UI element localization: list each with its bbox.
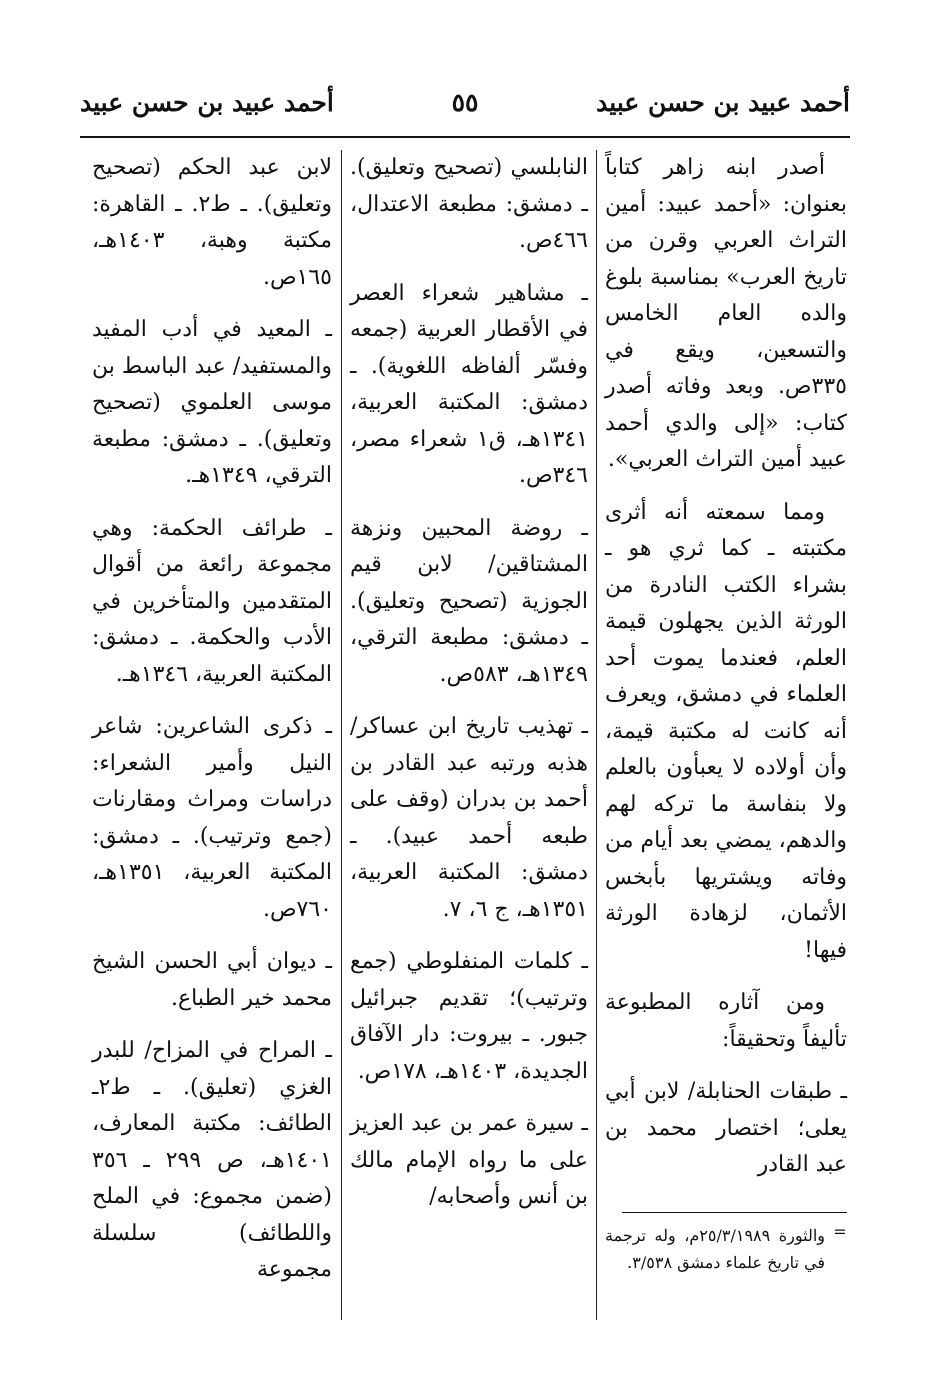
paragraph-works-intro: ومن آثاره المطبوعة تأليفاً وتحقيقاً: — [605, 990, 847, 1052]
column-divider — [341, 150, 342, 1320]
work-entry: ـ طرائف الحكمة: وهي مجموعة رائعة من أقوال المتقدمين والمتأخرين في الأدب والحكمة. ـ دمشق: المكتبة العربية، ١٣٤٦هـ. — [92, 515, 332, 687]
page-number: ٥٥ — [451, 88, 479, 117]
work-entry: ـ سيرة عمر بن عبد العزيز على ما رواه الإمام مالك بن أنس وأصحابه/ — [350, 1111, 588, 1209]
column-divider — [596, 150, 597, 1320]
work-entry: ـ المعيد في أدب المفيد والمستفيد/ عبد الباسط بن موسى العلموي (تصحيح وتعليق). ـ دمشق: مطبعة الترقي، ١٣٤٩هـ. — [92, 317, 332, 488]
header-title-right: أحمد عبيد بن حسن عبيد — [596, 88, 850, 117]
work-entry: لابن عبد الحكم (تصحيح وتعليق). ـ ط٢. ـ القاهرة: مكتبة وهبة، ١٤٠٣هـ، ١٦٥ص. — [92, 155, 332, 290]
work-entry: ـ كلمات المنفلوطي (جمع وترتيب)؛ تقديم جبرائيل جبور. ـ بيروت: دار الآفاق الجديدة، ١٤٠٣هـ، ١٧٨ص. — [350, 949, 588, 1084]
paragraph-son-book: أصدر ابنه زاهر كتاباً بعنوان: «أحمد عبيد: أمين التراث العربي وقرن من تاريخ العرب» بمناسبة بلوغ والده العام الخامس والتسعين، ويقع في ٣٣٥ص. وبعد وفاته أصدر كتاب: «إلى والدي أحمد عبيد أمين التراث العربي». — [605, 155, 847, 472]
right-column — [605, 150, 847, 1200]
work-entry: ـ المراح في المزاح/ للبدر الغزي (تعليق). ـ ط٢ـ الطائف: مكتبة المعارف، ١٤٠١هـ، ص ٢٩٩ ـ ٣٥٦ (ضمن مجموع: في الملح واللطائف) سلسلة مجموعة — [92, 1038, 332, 1282]
header-rule — [80, 136, 850, 138]
work-entry: ـ مشاهير شعراء العصر في الأقطار العربية (جمعه وفسّر ألفاظه اللغوية). ـ دمشق: المكتبة العربية، ١٣٤١هـ، ق١ شعراء مصر، ٣٤٦ص. — [350, 280, 589, 488]
left-column — [92, 150, 332, 1305]
work-entry: ـ روضة المحبين ونزهة المشتاقين/ لابن قيم الجوزية (تصحيح وتعليق). ـ دمشق: مطبعة الترقي، ١٣٤٩هـ، ٥٨٣ص. — [350, 515, 588, 687]
work-entry: النابلسي (تصحيح وتعليق). ـ دمشق: مطبعة الاعتدال، ٤٦٦ص. — [350, 155, 588, 253]
middle-column — [350, 150, 588, 1232]
paragraph-library-anecdote: ومما سمعته أنه أثرى مكتبته ـ كما ثري هو ـ بشراء الكتب النادرة من الورثة الذين يجهلون قيمة العلم، فعندما يموت أحد العلماء في دمشق، ويعرف أنه كانت له مكتبة قيمة، وأن أولاده لا يعبأون بالعلم ولا بنفاسة ما تركه لهم والدهم، يمضي بعد أيام من وفاته ويشتريها بأبخس الأثمان، لزهادة الورثة فيها! — [605, 499, 847, 963]
header-title-left: أحمد عبيد بن حسن عبيد — [80, 88, 334, 117]
work-entry: ـ ذكرى الشاعرين: شاعر النيل وأمير الشعراء: دراسات ومراث ومقارنات (جمع وترتيب). ـ دمشق: المكتبة العربية، ١٣٥١هـ، ٧٦٠ص. — [92, 714, 332, 922]
work-entry: ـ طبقات الحنابلة/ لابن أبي يعلى؛ اختصار محمد بن عبد القادر — [605, 1079, 847, 1177]
work-entry: ـ تهذيب تاريخ ابن عساكر/ هذبه ورتبه عبد القادر بن أحمد بن بدران (وقف على طبعه أحمد عبيد). ـ دمشق: المكتبة العربية، ١٣٥١هـ، ج ٦، ٧. — [350, 714, 588, 922]
running-header — [80, 88, 850, 128]
footnote-rule — [622, 1212, 847, 1213]
work-entry: ـ ديوان أبي الحسن الشيخ محمد خير الطباع. — [92, 949, 332, 1011]
footnote-marker: = — [833, 1222, 847, 1241]
footnote-text: والثورة ٢٥/٣/١٩٨٩م، وله ترجمة في تاريخ علماء دمشق ٣/٥٣٨. — [605, 1226, 826, 1272]
